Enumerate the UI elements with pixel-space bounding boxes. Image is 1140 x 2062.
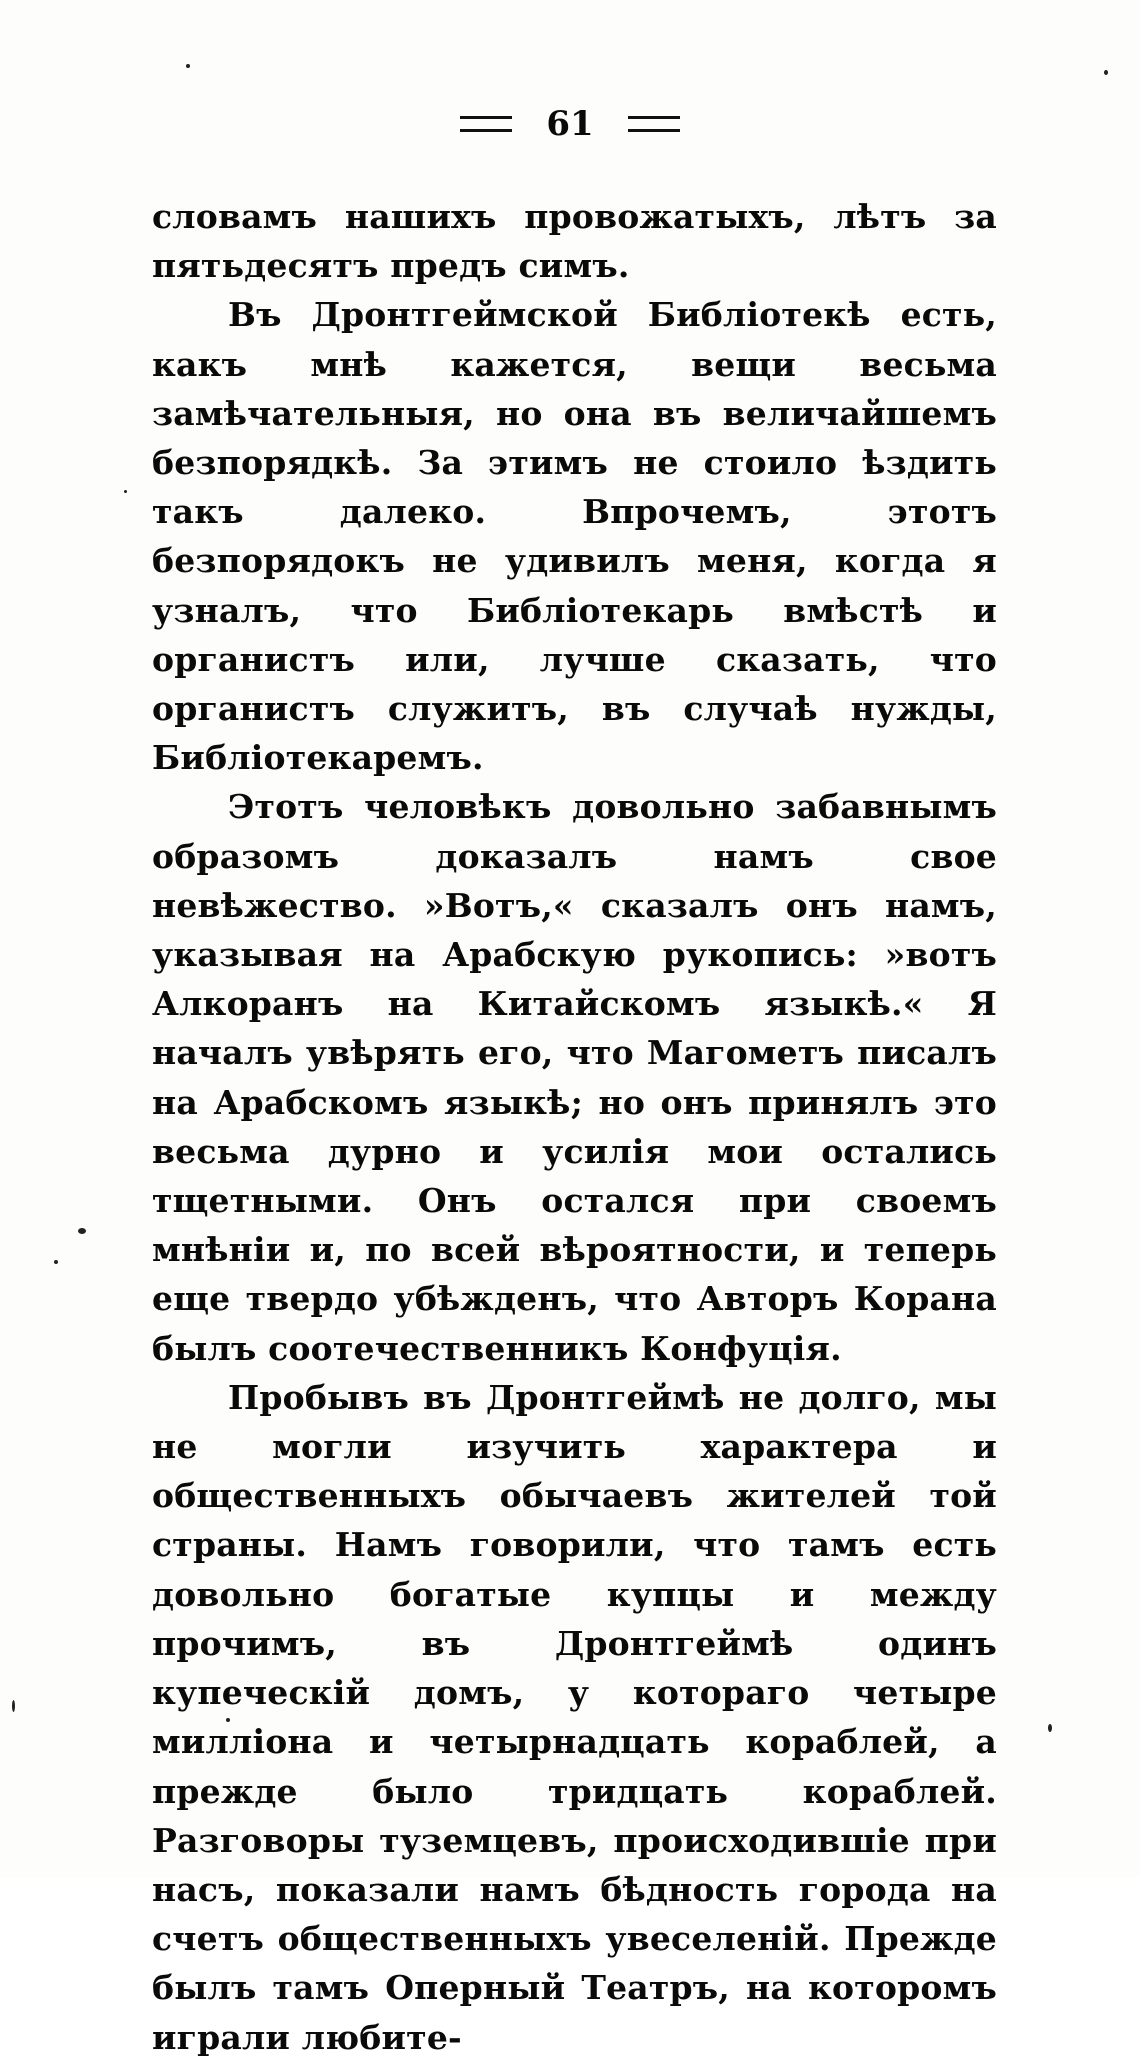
paragraph-2: Въ Дронтгеймской Библіотекѣ есть, какъ мнѣ кажется, вещи весьма замѣчательныя, но она въ величайшемъ безпорядкѣ. За этимъ не стоило ѣздить такъ далеко. Впрочемъ, этотъ безпорядокъ не удивилъ меня, когда я узналъ, что Библіотекарь вмѣстѣ и органистъ или, лучше сказать, что органистъ служитъ, въ случаѣ нужды, Библіотекаремъ. xyxy=(152,295,997,778)
scan-speck xyxy=(12,1700,15,1712)
scan-speck xyxy=(78,1228,86,1234)
scan-speck xyxy=(186,64,190,68)
scan-speck xyxy=(124,490,127,493)
header-rule-left xyxy=(460,116,512,132)
body-text xyxy=(152,192,997,2062)
paragraph-4: Пробывъ въ Дронтгеймѣ не долго, мы не могли изучить характера и общественныхъ обычаевъ жителей той страны. Намъ говорили, что тамъ есть довольно богатые купцы и между прочимъ, въ Дронтгеймѣ одинъ купеческій домъ, у котораго четыре милліона и четырнадцать кораблей, а прежде было тридцать кораблей. Разговоры туземцевъ, происходившіе при насъ, показали намъ бѣдность города на счетъ общественныхъ увеселеній. Прежде былъ тамъ Оперный Театръ, на которомъ играли любите- xyxy=(152,1377,997,2057)
page-number: 61 xyxy=(546,104,594,144)
scan-speck xyxy=(226,1718,230,1722)
scan-speck xyxy=(54,1260,58,1264)
header-rule-right xyxy=(628,116,680,132)
scan-speck xyxy=(1104,70,1108,75)
paragraph-1: словамъ нашихъ провожатыхъ, лѣтъ за пятьдесятъ предъ симъ. xyxy=(152,197,997,286)
page-header xyxy=(0,104,1140,144)
paragraph-3: Этотъ человѣкъ довольно забавнымъ образомъ доказалъ намъ свое невѣжество. »Вотъ,« сказалъ онъ намъ, указывая на Арабскую рукопись: »вотъ Алкоранъ на Китайскомъ языкѣ.« Я началъ увѣрять его, что Магометъ писалъ на Арабскомъ языкѣ; но онъ принялъ это весьма дурно и усилія мои остались тщетными. Онъ остался при своемъ мнѣніи и, по всей вѣроятности, и теперь еще твердо убѣжденъ, что Авторъ Корана былъ соотечественникъ Конфуція. xyxy=(152,787,997,1368)
scan-speck xyxy=(1048,1724,1052,1732)
